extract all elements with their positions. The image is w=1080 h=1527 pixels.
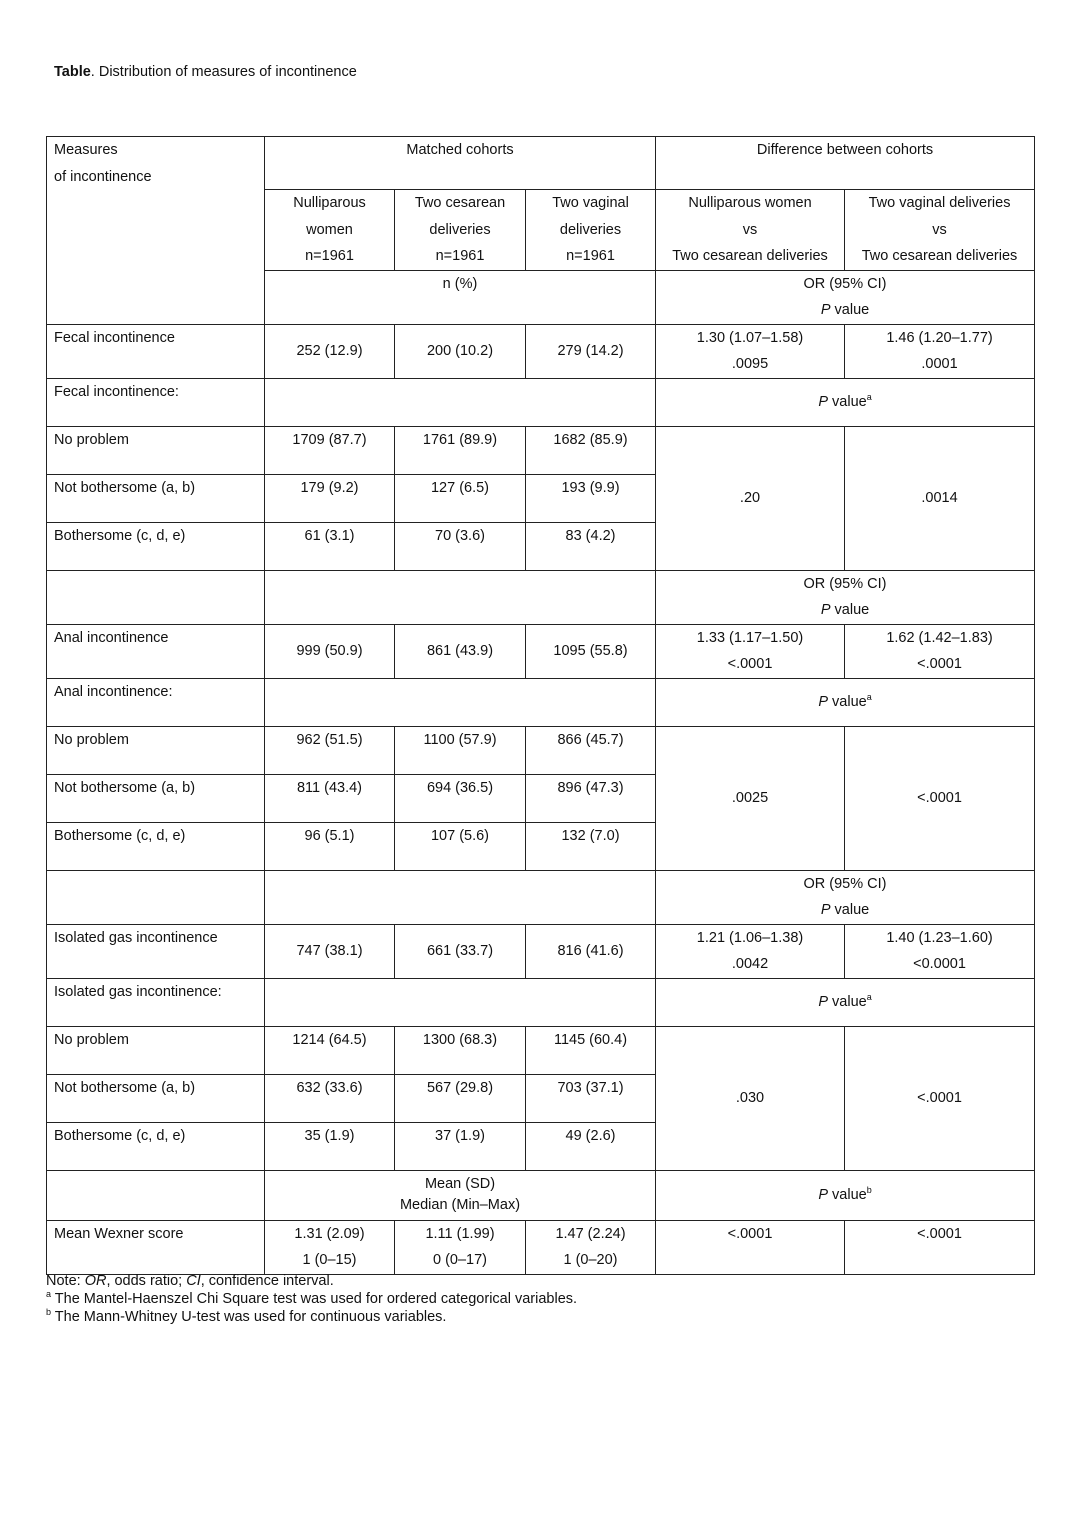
cell-value: 747 (38.1) <box>265 924 395 978</box>
p-value-header: P value$^a$ <box>656 678 1035 726</box>
cell-p: <.0001 <box>656 1220 845 1274</box>
cell-value: 861 (43.9) <box>395 624 526 678</box>
matched-cohorts-header: Matched cohorts <box>265 137 656 190</box>
cell-value: 866 (45.7) <box>526 726 656 774</box>
col-diff2-header: Two vaginal deliveries vs Two cesarean deliveries <box>845 190 1035 271</box>
cell-value: 1682 (85.9) <box>526 426 656 474</box>
row-label: Anal incontinence <box>47 624 265 678</box>
table-row <box>47 426 1035 474</box>
or-ci-header: OR (95% CI) P value <box>656 270 1035 324</box>
cell-value: 37 (1.9) <box>395 1122 526 1170</box>
cell-empty <box>265 978 656 1026</box>
table-notes <box>46 1272 577 1326</box>
cell-or-p: 1.62 (1.42–1.83) <.0001 <box>845 624 1035 678</box>
note-b: $^b$ The Mann-Whitney U-test was used for continuous variables. <box>46 1307 447 1325</box>
table-title-text: . Distribution of measures of incontinence <box>90 64 357 80</box>
header-row-1 <box>47 137 1035 190</box>
cell-p: .0014 <box>845 426 1035 570</box>
cell-or-p: 1.30 (1.07–1.58) .0095 <box>656 324 845 378</box>
cell-value: 962 (51.5) <box>265 726 395 774</box>
cell-value: 896 (47.3) <box>526 774 656 822</box>
cell-value: 816 (41.6) <box>526 924 656 978</box>
cell-value: 1.47 (2.24) 1 (0–20) <box>526 1220 656 1274</box>
cell-value: 1214 (64.5) <box>265 1026 395 1074</box>
row-label: Isolated gas incontinence <box>47 924 265 978</box>
difference-header: Difference between cohorts <box>656 137 1035 190</box>
note-a: $^a$ The Mantel-Haenszel Chi Square test was used for ordered categorical variables. <box>46 1289 578 1307</box>
table-row <box>47 726 1035 774</box>
cell-value: 1145 (60.4) <box>526 1026 656 1074</box>
table-row <box>47 1026 1035 1074</box>
cell-value: 70 (3.6) <box>395 522 526 570</box>
cell-empty <box>47 1170 265 1220</box>
table-row <box>47 624 1035 678</box>
table-row <box>47 924 1035 978</box>
cell-p: .20 <box>656 426 845 570</box>
cell-value: 1095 (55.8) <box>526 624 656 678</box>
cell-value: 703 (37.1) <box>526 1074 656 1122</box>
cell-value: 83 (4.2) <box>526 522 656 570</box>
row-label: No problem <box>47 726 265 774</box>
cell-value: 1.11 (1.99) 0 (0–17) <box>395 1220 526 1274</box>
or-ci-header: OR (95% CI) P value <box>656 570 1035 624</box>
row-label: No problem <box>47 1026 265 1074</box>
table-row <box>47 678 1035 726</box>
cell-empty <box>265 570 656 624</box>
cell-p: .0025 <box>656 726 845 870</box>
cell-value: 279 (14.2) <box>526 324 656 378</box>
col-nulliparous-header: Nulliparous women n=1961 <box>265 190 395 271</box>
cell-value: 49 (2.6) <box>526 1122 656 1170</box>
cell-empty <box>265 378 656 426</box>
or-ci-header: OR (95% CI) P value <box>656 870 1035 924</box>
p-value-header: P value$^a$ <box>656 378 1035 426</box>
row-label: Anal incontinence: <box>47 678 265 726</box>
cell-p: <.0001 <box>845 1026 1035 1170</box>
cell-value: 1709 (87.7) <box>265 426 395 474</box>
table-row <box>47 570 1035 624</box>
cell-value: 661 (33.7) <box>395 924 526 978</box>
cell-p: <.0001 <box>845 726 1035 870</box>
cell-value: 567 (29.8) <box>395 1074 526 1122</box>
row-label: Bothersome (c, d, e) <box>47 822 265 870</box>
cell-value: 1761 (89.9) <box>395 426 526 474</box>
row-label: Isolated gas incontinence: <box>47 978 265 1026</box>
cell-value: 999 (50.9) <box>265 624 395 678</box>
cell-empty <box>265 870 656 924</box>
cell-or-p: 1.33 (1.17–1.50) <.0001 <box>656 624 845 678</box>
measures-header-line1: Measures <box>54 142 118 158</box>
col-diff1-header: Nulliparous women vs Two cesarean deliveries <box>656 190 845 271</box>
row-label: Not bothersome (a, b) <box>47 774 265 822</box>
cell-value: 1100 (57.9) <box>395 726 526 774</box>
cell-or-p: 1.21 (1.06–1.38) .0042 <box>656 924 845 978</box>
row-label: Not bothersome (a, b) <box>47 474 265 522</box>
p-value-header: P value$^b$ <box>656 1170 1035 1220</box>
table-title <box>54 62 357 82</box>
cell-value: 1.31 (2.09) 1 (0–15) <box>265 1220 395 1274</box>
row-label: Mean Wexner score <box>47 1220 265 1274</box>
table-row <box>47 870 1035 924</box>
cell-value: 107 (5.6) <box>395 822 526 870</box>
cell-empty <box>265 678 656 726</box>
cell-value: 811 (43.4) <box>265 774 395 822</box>
table-row <box>47 324 1035 378</box>
cell-or-p: 1.46 (1.20–1.77) .0001 <box>845 324 1035 378</box>
mean-median-header: Mean (SD) Median (Min–Max) <box>265 1170 656 1220</box>
cell-value: 694 (36.5) <box>395 774 526 822</box>
incontinence-table <box>46 136 1035 1275</box>
table-row <box>47 978 1035 1026</box>
row-label: Bothersome (c, d, e) <box>47 1122 265 1170</box>
cell-or-p: 1.40 (1.23–1.60) <0.0001 <box>845 924 1035 978</box>
cell-p: .030 <box>656 1026 845 1170</box>
row-label: Not bothersome (a, b) <box>47 1074 265 1122</box>
row-label: No problem <box>47 426 265 474</box>
cell-value: 35 (1.9) <box>265 1122 395 1170</box>
cell-value: 252 (12.9) <box>265 324 395 378</box>
cell-value: 1300 (68.3) <box>395 1026 526 1074</box>
n-pct-header: n (%) <box>265 270 656 324</box>
cell-value: 61 (3.1) <box>265 522 395 570</box>
note-abbreviations: Note: OR, odds ratio; CI, confidence interval. <box>46 1273 334 1289</box>
p-value-header: P value$^a$ <box>656 978 1035 1026</box>
row-label: Fecal incontinence: <box>47 378 265 426</box>
cell-value: 632 (33.6) <box>265 1074 395 1122</box>
table-row <box>47 378 1035 426</box>
col-vaginal-header: Two vaginal deliveries n=1961 <box>526 190 656 271</box>
cell-value: 193 (9.9) <box>526 474 656 522</box>
cell-value: 96 (5.1) <box>265 822 395 870</box>
row-label: Fecal incontinence <box>47 324 265 378</box>
cell-p: <.0001 <box>845 1220 1035 1274</box>
row-label: Bothersome (c, d, e) <box>47 522 265 570</box>
table-row <box>47 1170 1035 1220</box>
measures-header <box>47 137 265 325</box>
table-title-label: Table <box>54 64 91 80</box>
table-row <box>47 1220 1035 1274</box>
cell-value: 127 (6.5) <box>395 474 526 522</box>
measures-header-line2: of incontinence <box>54 168 152 185</box>
cell-value: 179 (9.2) <box>265 474 395 522</box>
cell-empty <box>47 870 265 924</box>
cell-value: 200 (10.2) <box>395 324 526 378</box>
col-cesarean-header: Two cesarean deliveries n=1961 <box>395 190 526 271</box>
cell-empty <box>47 570 265 624</box>
cell-value: 132 (7.0) <box>526 822 656 870</box>
